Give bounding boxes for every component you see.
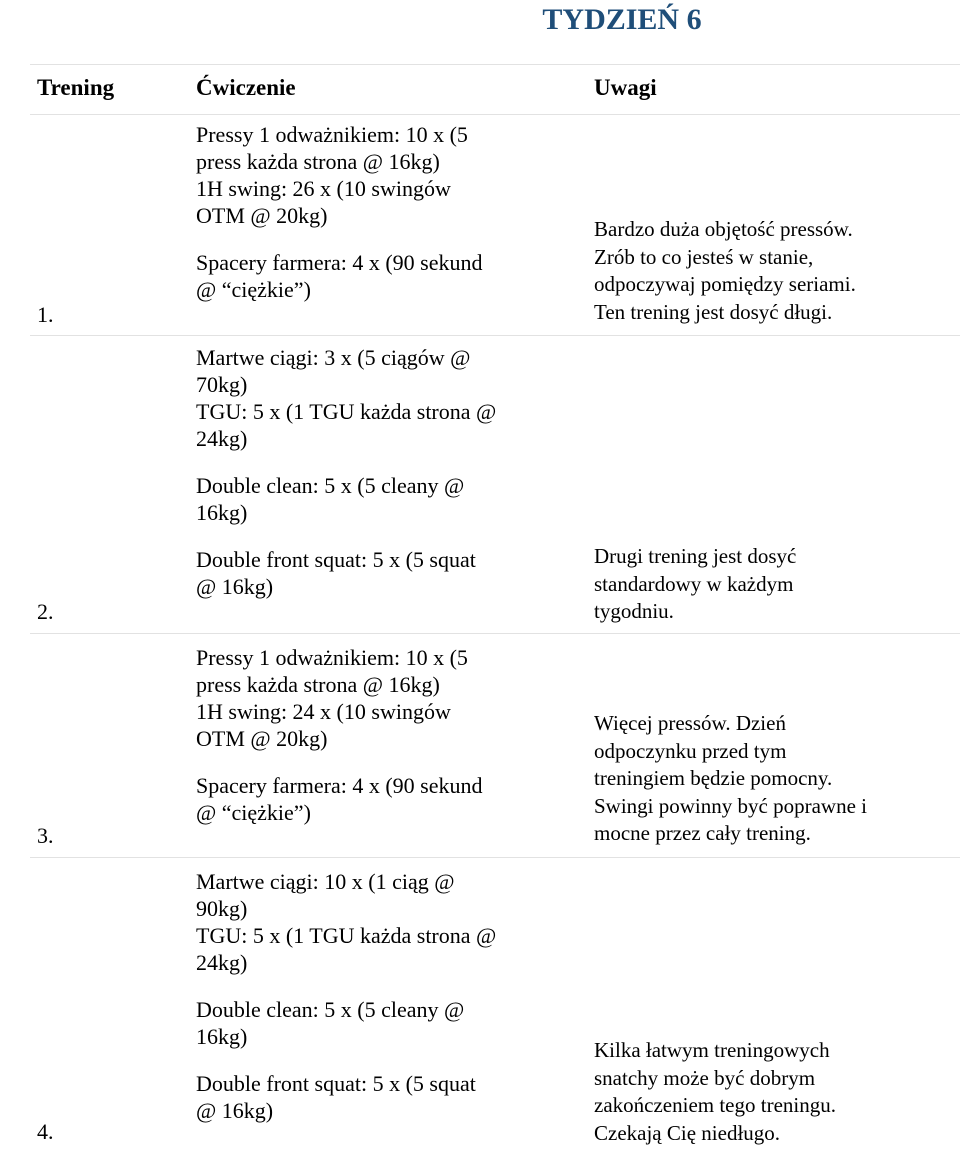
- exercise-line: @ “ciężkie”): [196, 800, 311, 825]
- row-3-exercises: [196, 644, 556, 826]
- exercise-line: Pressy 1 odważnikiem: 10 x (5: [196, 645, 468, 670]
- exercise-line: 1H swing: 26 x (10 swingów: [196, 176, 451, 201]
- note-line: tygodniu.: [594, 599, 674, 623]
- note-line: Bardzo duża objętość pressów.: [594, 217, 853, 241]
- exercise-line: @ 16kg): [196, 1098, 274, 1123]
- exercise-line: 1H swing: 24 x (10 swingów: [196, 699, 451, 724]
- note-line: mocne przez cały trening.: [594, 821, 811, 845]
- row-1-notes: [594, 216, 960, 326]
- note-line: treningiem będzie pomocny.: [594, 766, 833, 790]
- exercise-line: Spacery farmera: 4 x (90 sekund: [196, 773, 483, 798]
- exercise-line: @ “ciężkie”): [196, 277, 311, 302]
- exercise-line: OTM @ 20kg): [196, 203, 328, 228]
- exercise-line: 24kg): [196, 950, 248, 975]
- note-line: odpoczynku przed tym: [594, 738, 787, 763]
- note-line: Drugi trening jest dosyć: [594, 544, 797, 568]
- exercise-line: OTM @ 20kg): [196, 726, 328, 751]
- exercise-line: Double clean: 5 x (5 cleany @: [196, 473, 465, 498]
- note-line: Czekają Cię niedługo.: [594, 1120, 781, 1145]
- exercise-line: Martwe ciągi: 10 x (1 ciąg @: [196, 869, 455, 894]
- header-bottom-rule: [30, 114, 960, 115]
- exercise-line: Martwe ciągi: 3 x (5 ciągów @: [196, 345, 471, 370]
- exercise-line: Pressy 1 odważnikiem: 10 x (5: [196, 122, 468, 147]
- row-2-notes: [594, 543, 960, 626]
- exercise-line: 90kg): [196, 896, 248, 921]
- exercise-line: Double front squat: 5 x (5 squat: [196, 547, 476, 572]
- note-line: standardowy w każdym: [594, 571, 794, 596]
- column-header-exercise: Ćwiczenie: [196, 75, 296, 100]
- exercise-line: Double clean: 5 x (5 cleany @: [196, 997, 465, 1022]
- note-line: Ten trening jest dosyć długi.: [594, 299, 833, 324]
- row-4-number: 4.: [37, 1119, 54, 1144]
- row-3-notes: [594, 710, 960, 848]
- row-4-notes: [594, 1037, 960, 1147]
- row-1-number: 1.: [37, 302, 54, 327]
- exercise-line: 70kg): [196, 372, 248, 397]
- note-line: odpoczywaj pomiędzy seriami.: [594, 272, 856, 296]
- row-3-divider: [30, 857, 960, 858]
- row-2-number: 2.: [37, 599, 54, 624]
- note-line: snatchy może być dobrym: [594, 1065, 816, 1090]
- column-header-notes: Uwagi: [594, 75, 657, 100]
- row-1-exercises: [196, 121, 556, 303]
- note-line: Swingi powinny być poprawne i: [594, 793, 867, 818]
- note-line: Więcej pressów. Dzień: [594, 711, 786, 735]
- exercise-line: 16kg): [196, 500, 248, 525]
- row-1-divider: [30, 335, 960, 336]
- exercise-line: TGU: 5 x (1 TGU każda strona @: [196, 923, 497, 948]
- row-2-divider: [30, 633, 960, 634]
- exercise-line: press każda strona @ 16kg): [196, 149, 440, 174]
- note-line: zakończeniem tego treningu.: [594, 1093, 836, 1117]
- exercise-line: Double front squat: 5 x (5 squat: [196, 1071, 476, 1096]
- header-top-rule: [30, 64, 960, 65]
- exercise-line: 24kg): [196, 426, 248, 451]
- row-4-exercises: [196, 868, 556, 1124]
- exercise-line: @ 16kg): [196, 574, 274, 599]
- row-3-number: 3.: [37, 823, 54, 848]
- exercise-line: 16kg): [196, 1024, 248, 1049]
- note-line: Zrób to co jesteś w stanie,: [594, 244, 814, 269]
- page-title: TYDZIEŃ 6: [542, 3, 702, 36]
- exercise-line: Spacery farmera: 4 x (90 sekund: [196, 250, 483, 275]
- row-2-exercises: [196, 344, 556, 600]
- column-header-training: Trening: [37, 75, 115, 100]
- exercise-line: press każda strona @ 16kg): [196, 672, 440, 697]
- exercise-line: TGU: 5 x (1 TGU każda strona @: [196, 399, 497, 424]
- note-line: Kilka łatwym treningowych: [594, 1038, 830, 1062]
